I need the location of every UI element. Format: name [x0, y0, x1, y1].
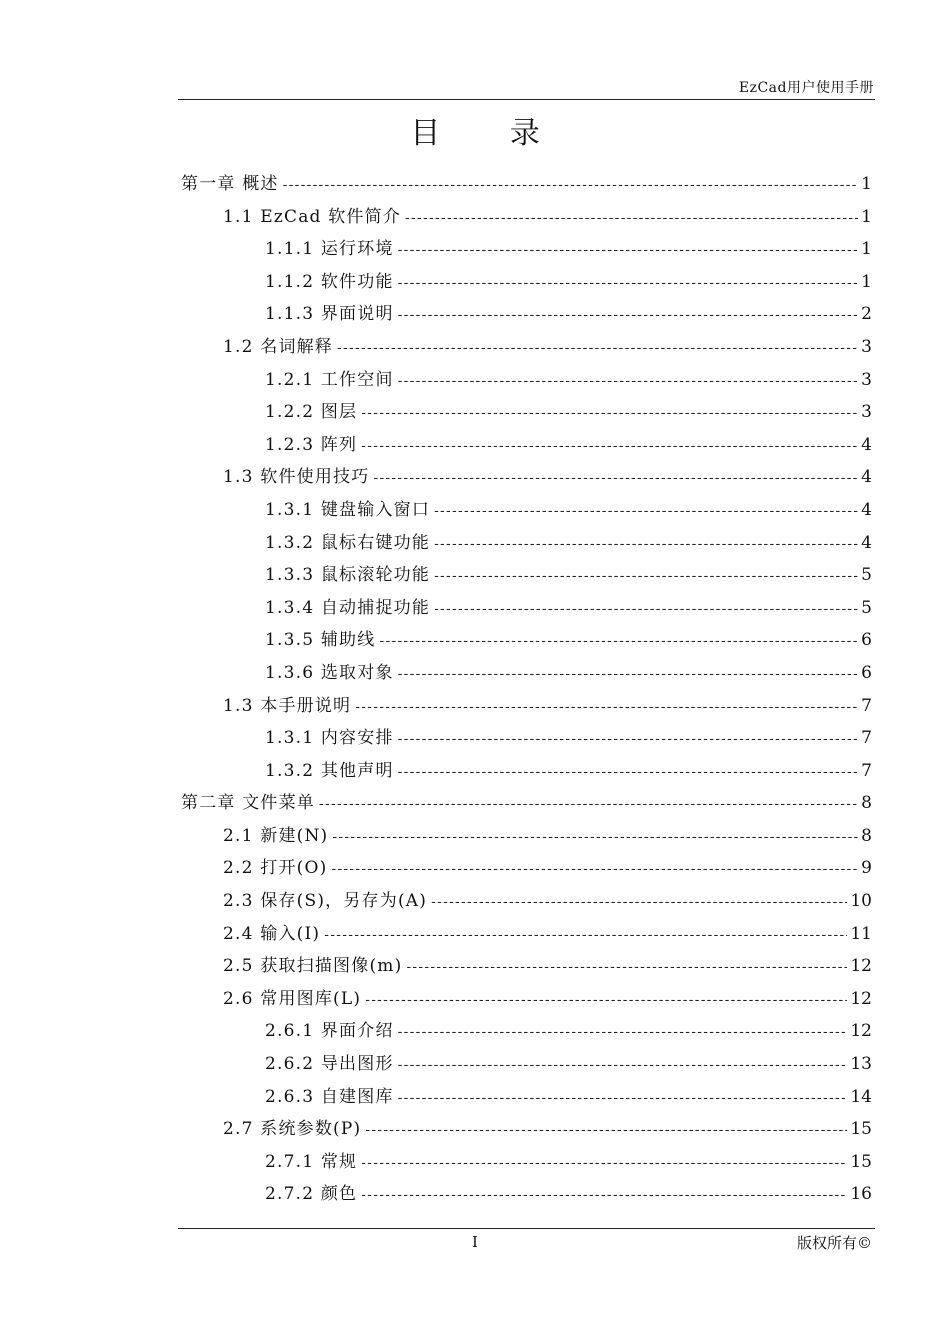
toc-entry[interactable] — [178, 787, 872, 820]
toc-entry-page: 7 — [861, 695, 872, 716]
toc-entry-title: 1.3.5 辅助线 — [265, 630, 376, 651]
toc-entry[interactable] — [178, 461, 872, 494]
toc-entry-title: 1.3.1 内容安排 — [265, 728, 394, 749]
toc-leader-dashes — [332, 822, 858, 855]
toc-entry-page: 2 — [861, 304, 872, 325]
toc-entry-title: 2.7 系统参数(P) — [223, 1119, 362, 1140]
toc-entry[interactable] — [178, 1146, 872, 1179]
toc-entry[interactable] — [178, 429, 872, 462]
toc-entry-title: 2.3 保存(S)，另存为(A) — [223, 891, 428, 912]
toc-leader-dashes — [337, 333, 858, 366]
toc-leader-dashes — [398, 757, 859, 790]
toc-entry-title: 1.3.2 其他声明 — [265, 760, 394, 781]
toc-entry[interactable] — [178, 983, 872, 1016]
toc-entry-page: 12 — [850, 1021, 872, 1042]
toc-leader-dashes — [434, 529, 858, 562]
toc-entry-page: 11 — [850, 923, 872, 944]
toc-leader-dashes — [365, 1115, 847, 1148]
toc-entry[interactable] — [178, 722, 872, 755]
toc-entry[interactable] — [178, 331, 872, 364]
toc-leader-dashes — [398, 1083, 848, 1116]
toc-entry[interactable] — [178, 950, 872, 983]
toc-entry-page: 10 — [850, 891, 872, 912]
toc-entry-page: 1 — [861, 239, 872, 260]
toc-entry-title: 1.3 软件使用技巧 — [223, 467, 370, 488]
toc-entry-page: 3 — [861, 369, 872, 390]
toc-entry-title: 1.2.1 工作空间 — [265, 369, 394, 390]
toc-entry-page: 15 — [850, 1151, 872, 1172]
toc-leader-dashes — [331, 854, 858, 887]
toc-leader-dashes — [431, 887, 847, 920]
toc-entry-page: 5 — [861, 597, 872, 618]
toc-entry-page: 4 — [861, 467, 872, 488]
toc-entry[interactable] — [178, 1113, 872, 1146]
toc-entry-page: 14 — [850, 1086, 872, 1107]
toc-leader-dashes — [434, 594, 858, 627]
toc-entry[interactable] — [178, 820, 872, 853]
toc-leader-dashes — [283, 170, 859, 203]
toc-entry[interactable] — [178, 266, 872, 299]
toc-entry-page: 8 — [861, 825, 872, 846]
toc-leader-dashes — [361, 398, 858, 431]
toc-entry[interactable] — [178, 1178, 872, 1211]
toc-entry-page: 12 — [850, 988, 872, 1009]
toc-entry-page: 15 — [850, 1119, 872, 1140]
toc-entry-page: 7 — [861, 728, 872, 749]
toc-entry-title: 1.1.1 运行环境 — [265, 239, 394, 260]
toc-leader-dashes — [398, 235, 859, 268]
toc-leader-dashes — [361, 1180, 847, 1213]
toc-entry-page: 3 — [861, 336, 872, 357]
toc-entry-title: 2.4 输入(I) — [223, 923, 321, 944]
toc-entry[interactable] — [178, 201, 872, 234]
toc-entry[interactable] — [178, 852, 872, 885]
toc-entry-page: 5 — [861, 565, 872, 586]
toc-leader-dashes — [398, 1017, 848, 1050]
toc-leader-dashes — [379, 626, 858, 659]
toc-leader-dashes — [319, 789, 858, 822]
toc-leader-dashes — [434, 496, 858, 529]
toc-leader-dashes — [398, 724, 859, 757]
header-rule — [178, 99, 875, 100]
toc-entry-title: 1.3.6 选取对象 — [265, 662, 394, 683]
toc-entry-page: 8 — [861, 793, 872, 814]
toc-entry[interactable] — [178, 1048, 872, 1081]
toc-entry[interactable] — [178, 1081, 872, 1114]
toc-entry-title: 2.6.2 导出图形 — [265, 1054, 394, 1075]
toc-leader-dashes — [355, 692, 858, 725]
copyright-notice: 版权所有© — [796, 1234, 872, 1252]
toc-entry[interactable] — [178, 918, 872, 951]
toc-entry-page: 1 — [861, 174, 872, 194]
toc-entry-title: 第二章 文件菜单 — [181, 793, 316, 814]
toc-leader-dashes — [365, 985, 847, 1018]
toc-entry[interactable] — [178, 624, 872, 657]
toc-entry-title: 2.2 打开(O) — [223, 858, 328, 879]
toc-entry-page: 7 — [861, 760, 872, 781]
toc-entry-page: 16 — [850, 1184, 872, 1205]
toc-entry-title: 2.7.2 颜色 — [265, 1184, 358, 1205]
toc-entry-page: 4 — [861, 532, 872, 553]
toc-entry[interactable] — [178, 690, 872, 723]
toc-leader-dashes — [361, 1148, 847, 1181]
toc-entry-page: 6 — [861, 630, 872, 651]
toc-entry-page: 9 — [861, 858, 872, 879]
running-header: EzCad用户使用手册 — [738, 80, 874, 96]
toc-entry-title: 2.6.3 自建图库 — [265, 1086, 394, 1107]
toc-entry[interactable] — [178, 168, 872, 201]
toc-entry-page: 1 — [861, 271, 872, 292]
toc-entry-page: 1 — [861, 206, 872, 227]
toc-entry-title: 1.3.4 自动捕捉功能 — [265, 597, 431, 618]
toc-entry[interactable] — [178, 298, 872, 331]
toc-entry-title: 2.5 获取扫描图像(m) — [223, 956, 403, 977]
toc-leader-dashes — [398, 659, 859, 692]
toc-entry[interactable] — [178, 494, 872, 527]
toc-entry-page: 13 — [850, 1054, 872, 1075]
toc-entry-page: 6 — [861, 662, 872, 683]
toc-entry-title: 1.2.3 阵列 — [265, 434, 358, 455]
toc-entry[interactable] — [178, 657, 872, 690]
toc-entry-title: 1.1.2 软件功能 — [265, 271, 394, 292]
toc-entry-title: 2.1 新建(N) — [223, 825, 329, 846]
toc-entry[interactable] — [178, 559, 872, 592]
toc-entry-title: 2.6.1 界面介绍 — [265, 1021, 394, 1042]
footer-rule — [178, 1228, 875, 1229]
toc-entry-title: 1.3 本手册说明 — [223, 695, 352, 716]
toc-leader-dashes — [434, 561, 858, 594]
toc-entry[interactable] — [178, 396, 872, 429]
toc-leader-dashes — [398, 1050, 848, 1083]
table-of-contents — [178, 168, 872, 1211]
toc-entry[interactable] — [178, 1015, 872, 1048]
toc-leader-dashes — [373, 463, 858, 496]
toc-entry-title: 2.6 常用图库(L) — [223, 988, 362, 1009]
toc-entry-title: 1.2 名词解释 — [223, 336, 334, 357]
toc-entry-title: 第一章 概述 — [181, 174, 279, 194]
toc-entry-title: 1.3.1 键盘输入窗口 — [265, 499, 431, 520]
toc-entry-title: 1.1.3 界面说明 — [265, 304, 394, 325]
page-number: I — [472, 1233, 478, 1251]
toc-leader-dashes — [406, 952, 847, 985]
toc-entry-title: 1.3.3 鼠标滚轮功能 — [265, 565, 431, 586]
toc-entry-title: 1.1 EzCad 软件简介 — [223, 206, 402, 227]
toc-entry[interactable] — [178, 527, 872, 560]
toc-entry[interactable] — [178, 755, 872, 788]
toc-entry-page: 4 — [861, 499, 872, 520]
toc-entry[interactable] — [178, 885, 872, 918]
toc-entry-page: 4 — [861, 434, 872, 455]
toc-leader-dashes — [361, 431, 858, 464]
toc-leader-dashes — [405, 203, 858, 236]
toc-leader-dashes — [398, 268, 859, 301]
toc-entry[interactable] — [178, 233, 872, 266]
toc-entry-page: 12 — [850, 956, 872, 977]
toc-leader-dashes — [398, 366, 859, 399]
toc-entry-title: 2.7.1 常规 — [265, 1151, 358, 1172]
toc-entry-title: 1.2.2 图层 — [265, 402, 358, 423]
toc-entry[interactable] — [178, 364, 872, 397]
toc-leader-dashes — [398, 300, 859, 333]
page-title: 目 录 — [410, 116, 570, 151]
toc-leader-dashes — [324, 920, 847, 953]
toc-entry-title: 1.3.2 鼠标右键功能 — [265, 532, 431, 553]
toc-entry[interactable] — [178, 592, 872, 625]
toc-entry-page: 3 — [861, 402, 872, 423]
